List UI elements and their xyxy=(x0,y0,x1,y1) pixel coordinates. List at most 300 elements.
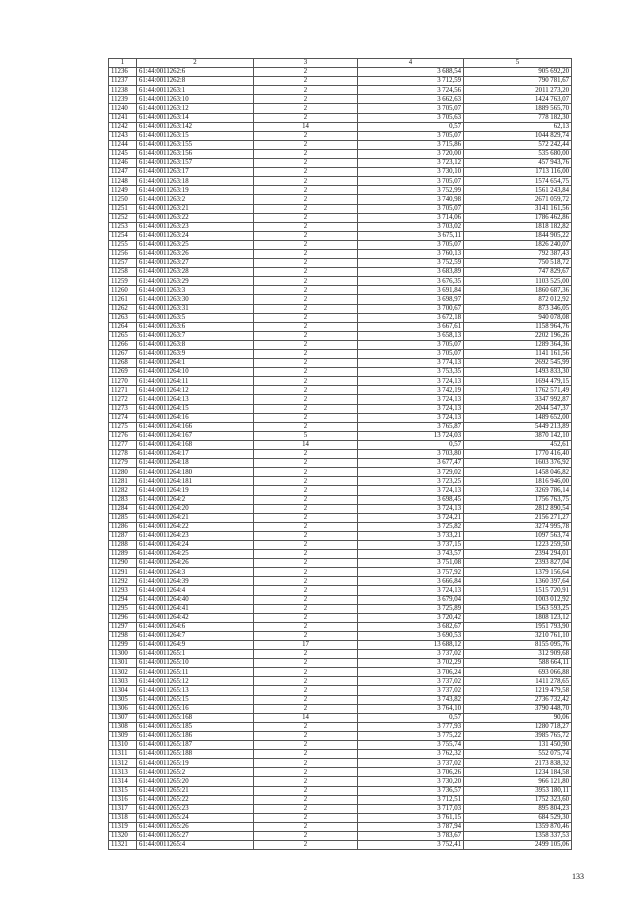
row-index-cell: 11252 xyxy=(109,213,137,222)
row-index-cell: 11305 xyxy=(109,695,137,704)
cost-value-cell: 1816 946,00 xyxy=(464,477,572,486)
cost-value-cell: 3347 992,87 xyxy=(464,395,572,404)
cadastral-number-cell: 61:44:0011263:6 xyxy=(137,322,254,331)
cost-value-cell: 3210 761,10 xyxy=(464,631,572,640)
cost-value-cell: 2692 545,99 xyxy=(464,359,572,368)
row-index-cell: 11318 xyxy=(109,813,137,822)
count-cell: 2 xyxy=(254,422,358,431)
column-header-3: 3 xyxy=(254,59,358,68)
area-value-cell: 3 729,02 xyxy=(358,468,464,477)
table-row xyxy=(109,822,572,831)
area-value-cell: 3 724,13 xyxy=(358,504,464,513)
row-index-cell: 11256 xyxy=(109,249,137,258)
area-value-cell: 3 787,94 xyxy=(358,822,464,831)
cadastral-number-cell: 61:44:0011264:180 xyxy=(137,468,254,477)
cost-value-cell: 1360 397,64 xyxy=(464,577,572,586)
cost-value-cell: 1044 829,74 xyxy=(464,131,572,140)
cost-value-cell: 1358 337,53 xyxy=(464,831,572,840)
cost-value-cell: 1141 161,56 xyxy=(464,350,572,359)
count-cell: 2 xyxy=(254,159,358,168)
cost-value-cell: 1844 905,22 xyxy=(464,231,572,240)
row-index-cell: 11247 xyxy=(109,168,137,177)
count-cell: 2 xyxy=(254,522,358,531)
area-value-cell: 3 723,12 xyxy=(358,159,464,168)
cost-value-cell: 905 692,20 xyxy=(464,68,572,77)
area-value-cell: 3 742,19 xyxy=(358,386,464,395)
cadastral-number-cell: 61:44:0011265:1 xyxy=(137,650,254,659)
cost-value-cell: 552 075,74 xyxy=(464,750,572,759)
count-cell: 2 xyxy=(254,804,358,813)
area-value-cell: 3 658,13 xyxy=(358,331,464,340)
cadastral-number-cell: 61:44:0011263:29 xyxy=(137,277,254,286)
cadastral-number-cell: 61:44:0011263:24 xyxy=(137,231,254,240)
cadastral-number-cell: 61:44:0011264:16 xyxy=(137,413,254,422)
cost-value-cell: 2393 827,04 xyxy=(464,559,572,568)
cadastral-number-cell: 61:44:0011264:26 xyxy=(137,559,254,568)
cost-value-cell: 1458 046,82 xyxy=(464,468,572,477)
table-row xyxy=(109,759,572,768)
table-row xyxy=(109,813,572,822)
table-row xyxy=(109,368,572,377)
cadastral-number-cell: 61:44:0011263:155 xyxy=(137,140,254,149)
row-index-cell: 11264 xyxy=(109,322,137,331)
cadastral-number-cell: 61:44:0011264:20 xyxy=(137,504,254,513)
cost-value-cell: 1003 012,92 xyxy=(464,595,572,604)
cadastral-number-cell: 61:44:0011263:25 xyxy=(137,240,254,249)
row-index-cell: 11312 xyxy=(109,759,137,768)
area-value-cell: 3 698,97 xyxy=(358,295,464,304)
cadastral-number-cell: 61:44:0011263:142 xyxy=(137,122,254,131)
area-value-cell: 3 764,10 xyxy=(358,704,464,713)
table-row xyxy=(109,149,572,158)
cost-value-cell: 3790 448,70 xyxy=(464,704,572,713)
table-row xyxy=(109,277,572,286)
area-value-cell: 3 698,45 xyxy=(358,495,464,504)
cost-value-cell: 2173 838,32 xyxy=(464,759,572,768)
cadastral-number-cell: 61:44:0011264:181 xyxy=(137,477,254,486)
area-value-cell: 3 720,42 xyxy=(358,613,464,622)
area-value-cell: 3 777,93 xyxy=(358,722,464,731)
row-index-cell: 11243 xyxy=(109,131,137,140)
count-cell: 2 xyxy=(254,750,358,759)
table-row xyxy=(109,495,572,504)
table-row xyxy=(109,377,572,386)
cost-value-cell: 1158 964,76 xyxy=(464,322,572,331)
cost-value-cell: 452,61 xyxy=(464,440,572,449)
cadastral-number-cell: 61:44:0011264:41 xyxy=(137,604,254,613)
column-header-1: 1 xyxy=(109,59,137,68)
area-value-cell: 0,57 xyxy=(358,122,464,131)
row-index-cell: 11310 xyxy=(109,741,137,750)
row-index-cell: 11290 xyxy=(109,559,137,568)
cadastral-number-cell: 61:44:0011263:3 xyxy=(137,286,254,295)
count-cell: 2 xyxy=(254,249,358,258)
cost-value-cell: 1860 687,36 xyxy=(464,286,572,295)
row-index-cell: 11269 xyxy=(109,368,137,377)
area-value-cell: 3 760,13 xyxy=(358,249,464,258)
area-value-cell: 3 761,15 xyxy=(358,813,464,822)
row-index-cell: 11302 xyxy=(109,668,137,677)
area-value-cell: 3 715,86 xyxy=(358,140,464,149)
cadastral-number-cell: 61:44:0011265:24 xyxy=(137,813,254,822)
column-header-2: 2 xyxy=(137,59,254,68)
table-row xyxy=(109,204,572,213)
cadastral-number-cell: 61:44:0011265:23 xyxy=(137,804,254,813)
area-value-cell: 3 705,63 xyxy=(358,113,464,122)
count-cell: 2 xyxy=(254,486,358,495)
cost-value-cell: 1515 720,91 xyxy=(464,586,572,595)
count-cell: 2 xyxy=(254,313,358,322)
cost-value-cell: 2156 271,27 xyxy=(464,513,572,522)
cost-value-cell: 3269 786,14 xyxy=(464,486,572,495)
data-table-container xyxy=(108,58,571,850)
count-cell: 14 xyxy=(254,713,358,722)
table-row xyxy=(109,722,572,731)
area-value-cell: 3 733,21 xyxy=(358,531,464,540)
cadastral-number-cell: 61:44:0011265:10 xyxy=(137,659,254,668)
row-index-cell: 11259 xyxy=(109,277,137,286)
cadastral-number-cell: 61:44:0011264:2 xyxy=(137,495,254,504)
count-cell: 2 xyxy=(254,340,358,349)
count-cell: 2 xyxy=(254,531,358,540)
row-index-cell: 11298 xyxy=(109,631,137,640)
table-row xyxy=(109,340,572,349)
table-row xyxy=(109,641,572,650)
table-row xyxy=(109,322,572,331)
area-value-cell: 3 730,20 xyxy=(358,777,464,786)
cost-value-cell: 2394 294,01 xyxy=(464,550,572,559)
row-index-cell: 11309 xyxy=(109,731,137,740)
row-index-cell: 11289 xyxy=(109,550,137,559)
row-index-cell: 11242 xyxy=(109,122,137,131)
row-index-cell: 11274 xyxy=(109,413,137,422)
area-value-cell: 3 724,13 xyxy=(358,486,464,495)
table-row xyxy=(109,295,572,304)
row-index-cell: 11257 xyxy=(109,259,137,268)
column-header-5: 5 xyxy=(464,59,572,68)
area-value-cell: 3 705,07 xyxy=(358,204,464,213)
count-cell: 2 xyxy=(254,404,358,413)
cadastral-number-cell: 61:44:0011263:31 xyxy=(137,304,254,313)
table-row xyxy=(109,568,572,577)
count-cell: 2 xyxy=(254,559,358,568)
count-cell: 2 xyxy=(254,213,358,222)
count-cell: 2 xyxy=(254,622,358,631)
cadastral-number-cell: 61:44:0011263:28 xyxy=(137,268,254,277)
cadastral-number-cell: 61:44:0011264:167 xyxy=(137,431,254,440)
area-value-cell: 3 717,03 xyxy=(358,804,464,813)
table-row xyxy=(109,450,572,459)
cost-value-cell: 872 012,92 xyxy=(464,295,572,304)
cadastral-number-cell: 61:44:0011265:21 xyxy=(137,786,254,795)
cadastral-number-cell: 61:44:0011265:186 xyxy=(137,731,254,740)
cadastral-table xyxy=(108,58,572,850)
cost-value-cell: 1889 565,70 xyxy=(464,104,572,113)
count-cell: 2 xyxy=(254,77,358,86)
row-index-cell: 11284 xyxy=(109,504,137,513)
area-value-cell: 3 720,00 xyxy=(358,149,464,158)
table-row xyxy=(109,459,572,468)
cadastral-number-cell: 61:44:0011263:23 xyxy=(137,222,254,231)
cadastral-number-cell: 61:44:0011264:15 xyxy=(137,404,254,413)
count-cell: 2 xyxy=(254,841,358,850)
table-row xyxy=(109,359,572,368)
table-row xyxy=(109,86,572,95)
table-row xyxy=(109,841,572,850)
column-header-4: 4 xyxy=(358,59,464,68)
count-cell: 2 xyxy=(254,68,358,77)
cadastral-number-cell: 61:44:0011263:22 xyxy=(137,213,254,222)
count-cell: 2 xyxy=(254,604,358,613)
cadastral-number-cell: 61:44:0011262:6 xyxy=(137,68,254,77)
count-cell: 2 xyxy=(254,495,358,504)
count-cell: 2 xyxy=(254,477,358,486)
count-cell: 2 xyxy=(254,741,358,750)
cost-value-cell: 535 680,00 xyxy=(464,149,572,158)
cadastral-number-cell: 61:44:0011263:15 xyxy=(137,131,254,140)
area-value-cell: 3 712,51 xyxy=(358,795,464,804)
row-index-cell: 11272 xyxy=(109,395,137,404)
cadastral-number-cell: 61:44:0011263:27 xyxy=(137,259,254,268)
area-value-cell: 3 724,13 xyxy=(358,404,464,413)
area-value-cell: 3 724,13 xyxy=(358,413,464,422)
cadastral-number-cell: 61:44:0011263:30 xyxy=(137,295,254,304)
area-value-cell: 3 743,57 xyxy=(358,550,464,559)
table-row xyxy=(109,695,572,704)
count-cell: 2 xyxy=(254,359,358,368)
cost-value-cell: 1493 833,30 xyxy=(464,368,572,377)
area-value-cell: 3 705,07 xyxy=(358,177,464,186)
area-value-cell: 3 723,25 xyxy=(358,477,464,486)
area-value-cell: 0,57 xyxy=(358,713,464,722)
cost-value-cell: 2736 732,42 xyxy=(464,695,572,704)
count-cell: 2 xyxy=(254,459,358,468)
table-row xyxy=(109,404,572,413)
cadastral-number-cell: 61:44:0011263:14 xyxy=(137,113,254,122)
cost-value-cell: 693 066,88 xyxy=(464,668,572,677)
table-row xyxy=(109,750,572,759)
cost-value-cell: 2011 273,20 xyxy=(464,86,572,95)
table-row xyxy=(109,413,572,422)
cadastral-number-cell: 61:44:0011264:22 xyxy=(137,522,254,531)
cost-value-cell: 3274 995,78 xyxy=(464,522,572,531)
table-row xyxy=(109,677,572,686)
cost-value-cell: 90,06 xyxy=(464,713,572,722)
table-row xyxy=(109,613,572,622)
row-index-cell: 11308 xyxy=(109,722,137,731)
row-index-cell: 11271 xyxy=(109,386,137,395)
row-index-cell: 11314 xyxy=(109,777,137,786)
cadastral-number-cell: 61:44:0011265:4 xyxy=(137,841,254,850)
table-row xyxy=(109,486,572,495)
table-row xyxy=(109,113,572,122)
count-cell: 2 xyxy=(254,286,358,295)
count-cell: 2 xyxy=(254,813,358,822)
cadastral-number-cell: 61:44:0011264:39 xyxy=(137,577,254,586)
cadastral-number-cell: 61:44:0011263:21 xyxy=(137,204,254,213)
count-cell: 2 xyxy=(254,759,358,768)
row-index-cell: 11311 xyxy=(109,750,137,759)
row-index-cell: 11321 xyxy=(109,841,137,850)
cost-value-cell: 873 346,05 xyxy=(464,304,572,313)
cadastral-number-cell: 61:44:0011264:7 xyxy=(137,631,254,640)
cost-value-cell: 1770 416,40 xyxy=(464,450,572,459)
row-index-cell: 11283 xyxy=(109,495,137,504)
count-cell: 17 xyxy=(254,641,358,650)
table-row xyxy=(109,131,572,140)
cadastral-number-cell: 61:44:0011265:2 xyxy=(137,768,254,777)
table-row xyxy=(109,468,572,477)
area-value-cell: 3 737,02 xyxy=(358,759,464,768)
table-row xyxy=(109,713,572,722)
cadastral-number-cell: 61:44:0011265:26 xyxy=(137,822,254,831)
count-cell: 2 xyxy=(254,586,358,595)
count-cell: 2 xyxy=(254,795,358,804)
cadastral-number-cell: 61:44:0011264:4 xyxy=(137,586,254,595)
count-cell: 2 xyxy=(254,731,358,740)
table-row xyxy=(109,350,572,359)
count-cell: 2 xyxy=(254,350,358,359)
cost-value-cell: 3985 765,72 xyxy=(464,731,572,740)
cost-value-cell: 1379 156,64 xyxy=(464,568,572,577)
count-cell: 2 xyxy=(254,231,358,240)
cadastral-number-cell: 61:44:0011263:156 xyxy=(137,149,254,158)
row-index-cell: 11317 xyxy=(109,804,137,813)
cadastral-number-cell: 61:44:0011264:40 xyxy=(137,595,254,604)
count-cell: 2 xyxy=(254,177,358,186)
count-cell: 2 xyxy=(254,577,358,586)
row-index-cell: 11315 xyxy=(109,786,137,795)
count-cell: 2 xyxy=(254,395,358,404)
cost-value-cell: 1219 479,58 xyxy=(464,686,572,695)
area-value-cell: 3 752,59 xyxy=(358,259,464,268)
cadastral-number-cell: 61:44:0011264:168 xyxy=(137,440,254,449)
cost-value-cell: 1808 123,12 xyxy=(464,613,572,622)
area-value-cell: 3 765,87 xyxy=(358,422,464,431)
row-index-cell: 11238 xyxy=(109,86,137,95)
cost-value-cell: 2202 196,26 xyxy=(464,331,572,340)
row-index-cell: 11307 xyxy=(109,713,137,722)
cost-value-cell: 1280 718,27 xyxy=(464,722,572,731)
row-index-cell: 11249 xyxy=(109,186,137,195)
count-cell: 2 xyxy=(254,450,358,459)
cost-value-cell: 131 450,90 xyxy=(464,741,572,750)
table-row xyxy=(109,286,572,295)
row-index-cell: 11239 xyxy=(109,95,137,104)
table-row xyxy=(109,440,572,449)
row-index-cell: 11266 xyxy=(109,340,137,349)
row-index-cell: 11251 xyxy=(109,204,137,213)
cost-value-cell: 895 804,23 xyxy=(464,804,572,813)
table-row xyxy=(109,422,572,431)
count-cell: 2 xyxy=(254,259,358,268)
cadastral-number-cell: 61:44:0011264:6 xyxy=(137,622,254,631)
count-cell: 2 xyxy=(254,331,358,340)
area-value-cell: 3 705,07 xyxy=(358,131,464,140)
table-row xyxy=(109,431,572,440)
table-row xyxy=(109,550,572,559)
area-value-cell: 3 724,13 xyxy=(358,395,464,404)
table-row xyxy=(109,222,572,231)
row-index-cell: 11303 xyxy=(109,677,137,686)
table-row xyxy=(109,586,572,595)
area-value-cell: 3 682,67 xyxy=(358,622,464,631)
table-row xyxy=(109,659,572,668)
cadastral-number-cell: 61:44:0011265:12 xyxy=(137,677,254,686)
area-value-cell: 3 700,67 xyxy=(358,304,464,313)
count-cell: 2 xyxy=(254,468,358,477)
count-cell: 14 xyxy=(254,122,358,131)
cost-value-cell: 3141 161,56 xyxy=(464,204,572,213)
count-cell: 2 xyxy=(254,95,358,104)
table-row xyxy=(109,650,572,659)
row-index-cell: 11237 xyxy=(109,77,137,86)
row-index-cell: 11248 xyxy=(109,177,137,186)
row-index-cell: 11258 xyxy=(109,268,137,277)
count-cell: 2 xyxy=(254,777,358,786)
cadastral-number-cell: 61:44:0011264:23 xyxy=(137,531,254,540)
table-row xyxy=(109,213,572,222)
cadastral-number-cell: 61:44:0011263:17 xyxy=(137,168,254,177)
table-row xyxy=(109,559,572,568)
cadastral-number-cell: 61:44:0011265:27 xyxy=(137,831,254,840)
area-value-cell: 3 672,18 xyxy=(358,313,464,322)
cost-value-cell: 3953 180,11 xyxy=(464,786,572,795)
table-row xyxy=(109,504,572,513)
cadastral-number-cell: 61:44:0011264:1 xyxy=(137,359,254,368)
cadastral-number-cell: 61:44:0011264:19 xyxy=(137,486,254,495)
cost-value-cell: 1411 278,65 xyxy=(464,677,572,686)
area-value-cell: 3 752,41 xyxy=(358,841,464,850)
table-row xyxy=(109,140,572,149)
row-index-cell: 11291 xyxy=(109,568,137,577)
area-value-cell: 3 736,57 xyxy=(358,786,464,795)
area-value-cell: 3 679,04 xyxy=(358,595,464,604)
cadastral-number-cell: 61:44:0011264:17 xyxy=(137,450,254,459)
table-row xyxy=(109,168,572,177)
count-cell: 2 xyxy=(254,831,358,840)
area-value-cell: 3 730,10 xyxy=(358,168,464,177)
cadastral-number-cell: 61:44:0011263:10 xyxy=(137,95,254,104)
area-value-cell: 3 667,61 xyxy=(358,322,464,331)
count-cell: 2 xyxy=(254,650,358,659)
table-row xyxy=(109,786,572,795)
table-row xyxy=(109,531,572,540)
cadastral-number-cell: 61:44:0011265:13 xyxy=(137,686,254,695)
row-index-cell: 11240 xyxy=(109,104,137,113)
cost-value-cell: 5449 213,89 xyxy=(464,422,572,431)
table-row xyxy=(109,240,572,249)
cost-value-cell: 747 829,67 xyxy=(464,268,572,277)
table-row xyxy=(109,631,572,640)
table-row xyxy=(109,595,572,604)
count-cell: 2 xyxy=(254,86,358,95)
table-row xyxy=(109,249,572,258)
cost-value-cell: 1603 376,92 xyxy=(464,459,572,468)
row-index-cell: 11306 xyxy=(109,704,137,713)
cost-value-cell: 778 182,30 xyxy=(464,113,572,122)
area-value-cell: 3 755,74 xyxy=(358,741,464,750)
row-index-cell: 11293 xyxy=(109,586,137,595)
table-row xyxy=(109,122,572,131)
area-value-cell: 3 705,07 xyxy=(358,104,464,113)
cadastral-number-cell: 61:44:0011265:188 xyxy=(137,750,254,759)
row-index-cell: 11254 xyxy=(109,231,137,240)
cadastral-number-cell: 61:44:0011264:25 xyxy=(137,550,254,559)
cadastral-number-cell: 61:44:0011263:1 xyxy=(137,86,254,95)
table-row xyxy=(109,304,572,313)
cadastral-number-cell: 61:44:0011263:7 xyxy=(137,331,254,340)
